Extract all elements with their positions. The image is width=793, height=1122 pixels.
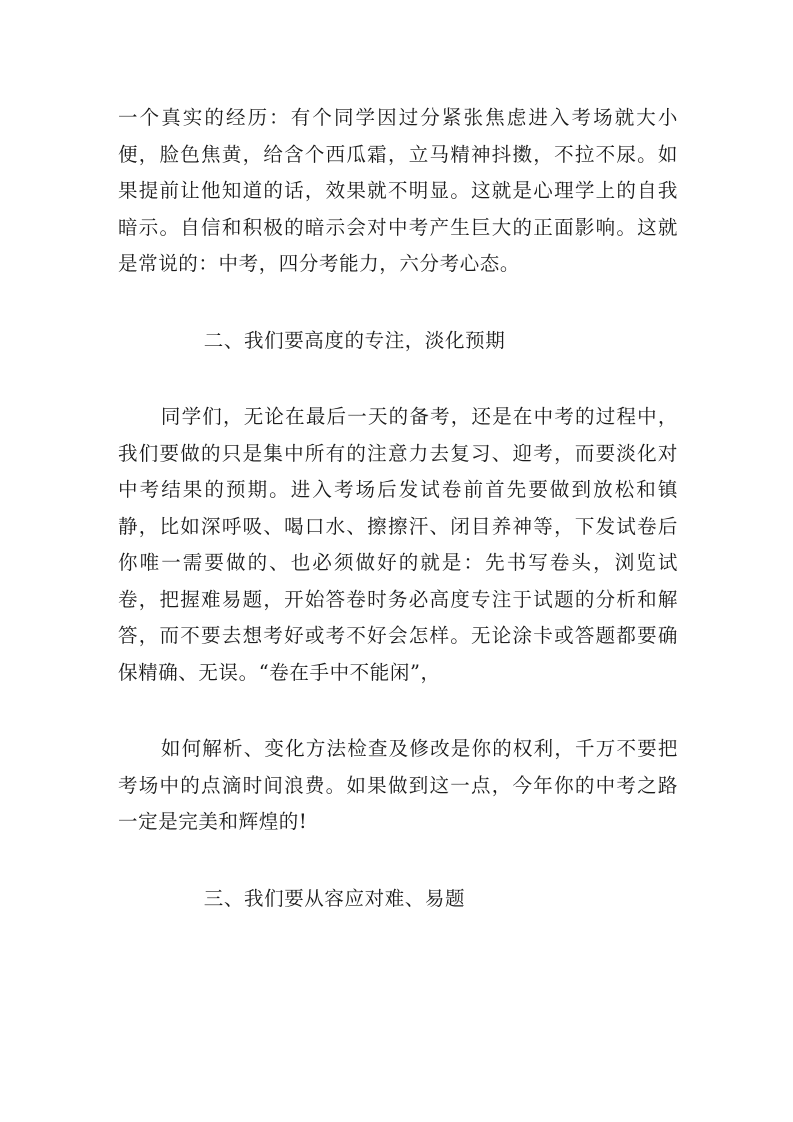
section-heading-difficulty: 三、我们要从容应对难、易题 — [203, 886, 466, 910]
paragraph-self-suggestion: 一个真实的经历：有个同学因过分紧张焦虑进入考场就大小便，脸色焦黄，给含个西瓜霜，立马精神抖擞，不拉不尿。如果提前让他知道的话，效果就不明显。这就是心理学上的自我暗示。自信和积极的暗示会对中考产生巨大的正面影响。这就是常说的：中考，四分考能力，六分考心态。 — [118, 106, 678, 275]
paragraph-checking: 如何解析、变化方法检查及修改是你的权利，千万不要把考场中的点滴时间浪费。如果做到这一点，今年你的中考之路一定是完美和辉煌的! — [118, 737, 678, 833]
document-page — [118, 100, 678, 917]
paragraph-focus: 同学们，无论在最后一天的备考，还是在中考的过程中，我们要做的只是集中所有的注意力去复习、迎考，而要淡化对中考结果的预期。进入考场后发试卷前首先要做到放松和镇静，比如深呼吸、喝口水、擦擦汗、闭目养神等，下发试卷后你唯一需要做的、也必须做好的就是：先书写卷头，浏览试卷，把握难易题，开始答卷时务必高度专注于试题的分析和解答，而不要去想考好或考不好会怎样。无论涂卡或答题都要确保精确、无误。“卷在手中不能闲”， — [118, 405, 678, 684]
section-heading-focus: 二、我们要高度的专注，淡化预期 — [203, 328, 506, 352]
